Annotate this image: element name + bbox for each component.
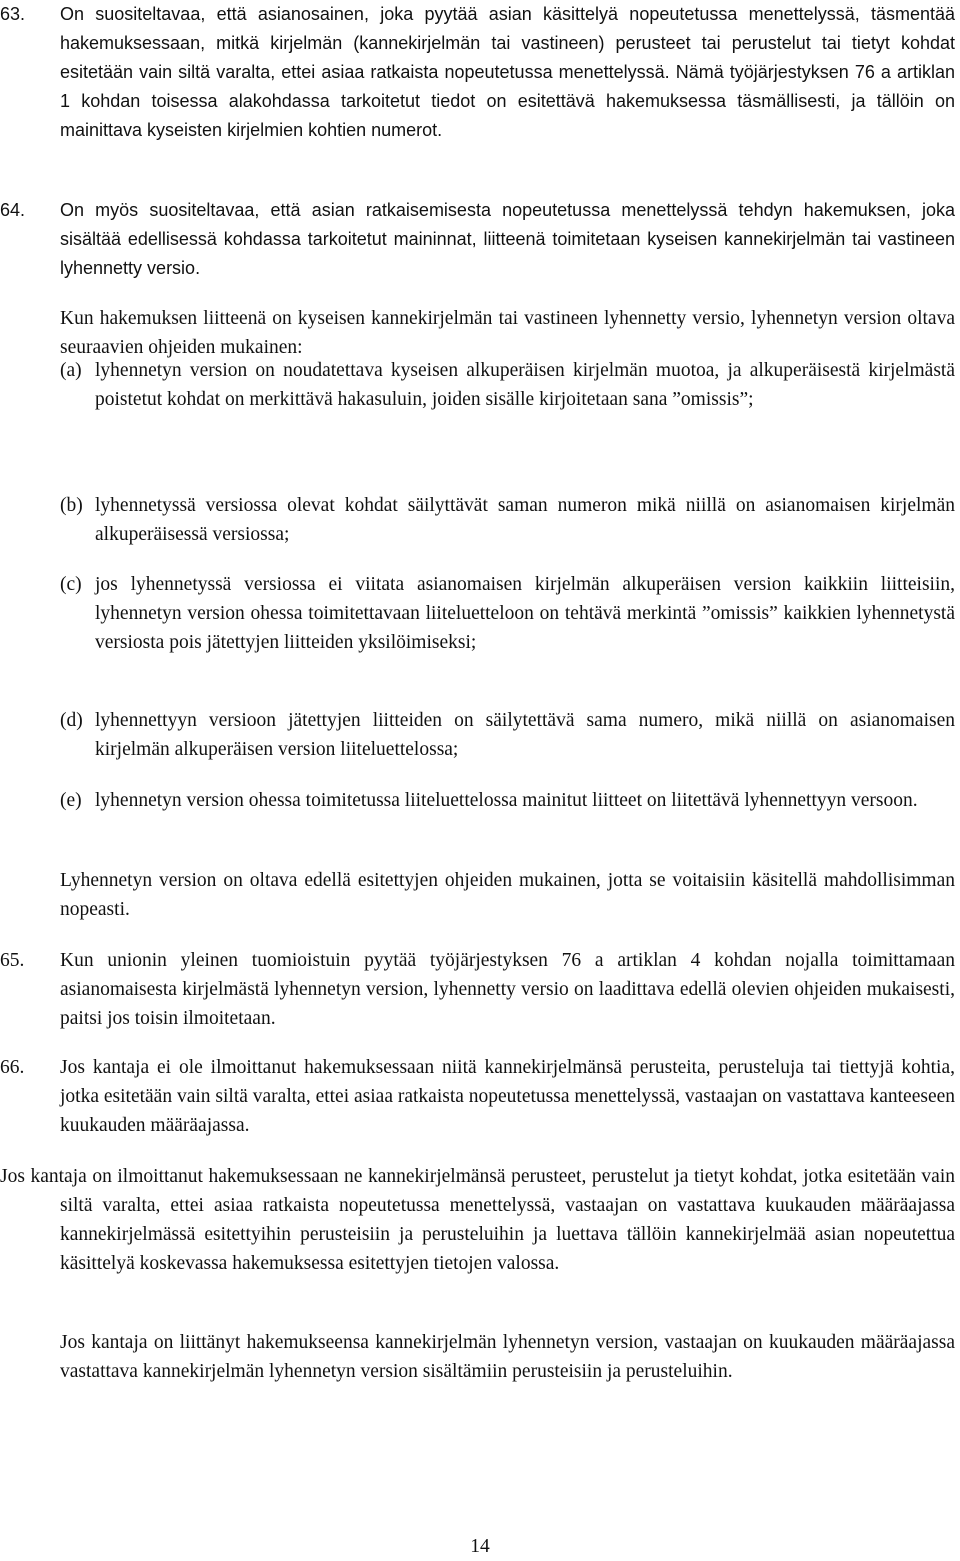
list-item-a [60,356,955,414]
list-item-label: (c) [60,574,82,595]
list-item-d [60,706,955,764]
list-item-text: lyhennetyssä versiossa olevat kohdat säilyttävät saman numeron mikä niillä on asianomaisen kirjelmän alkuperäisessä versiossa; [95,495,955,545]
paragraph-text: On myös suositeltavaa, että asian ratkaisemisesta nopeutetussa menettelyssä tehdyn hakemuksen, joka sisältää edellisessä kohdassa tarkoitetut maininnat, liitteenä toimitetaan kyseisen kannekirjelmän tai vastineen lyhennetty versio. [60,200,955,278]
paragraph-text: Kun unionin yleinen tuomioistuin pyytää työjärjestyksen 76 a artiklan 4 kohdan nojalla toimittamaan asianomaisesta kirjelmästä lyhennetyn version, lyhennetty versio on laadittava edellä olevien ohjeiden mukaisesti, paitsi jos toisin ilmoitetaan. [60,950,955,1029]
paragraph-64 [0,196,955,283]
list-item-label: (d) [60,710,83,731]
paragraph-65 [0,946,955,1033]
paragraph-63 [0,0,955,145]
list-item-text: lyhennetyn version ohessa toimitetussa liiteluettelossa mainitut liitteet on liitettävä lyhennettyyn versoon. [95,790,918,811]
list-item-text: jos lyhennetyssä versiossa ei viitata asianomaisen kirjelmän alkuperäisen version kaikkiin liitteisiin, lyhennetyn version ohessa toimitettavaan liiteluetteloon on tehtävä merkintä ”omissis” kaikkien lyhennetystä versiosta pois jätettyjen liitteiden yksilöimiseksi; [95,574,955,653]
paragraph-number: 65. [0,950,25,971]
list-item-text: lyhennetyn version on noudatettava kyseisen alkuperäisen kirjelmän muotoa, ja alkuperäisestä kirjelmästä poistetut kohdat on merkittävä hakasuluin, joiden sisälle kirjoitetaan sana ”omissis”; [95,360,955,410]
list-item-text: lyhennettyyn versioon jätettyjen liitteiden on säilytettävä sama numero, mikä niillä on asianomaisen kirjelmän alkuperäisen version liiteluettelossa; [95,710,955,760]
paragraph-66-second: Jos kantaja on ilmoittanut hakemuksessaan ne kannekirjelmänsä perusteet, perustelut ja tietyt kohdat, jotka esitetään vain siltä varalta, ettei asiaa ratkaista nopeutetussa menettelyssä, vastaajan on vastattava kuukauden määräajassa kannekirjelmässä esitettyihin perusteisiin ja perusteluihin ja luettava tällöin kannekirjelmää asian nopeutettua käsittelyä koskevassa hakemuksessa esitettyjen tietojen valossa. [0,1166,955,1274]
page-number: 14 [470,1536,490,1557]
paragraph-64-outro: Lyhennetyn version on oltava edellä esitettyjen ohjeiden mukainen, jotta se voitaisiin käsitellä mahdollisimman nopeasti. [60,870,955,920]
list-item-c [60,570,955,657]
list-item-label: (b) [60,495,83,516]
paragraph-66 [0,1053,955,1140]
list-item-label: (e) [60,790,82,811]
paragraph-number: 64. [0,200,26,220]
list-item-e [60,786,955,815]
paragraph-number: 63. [0,4,26,24]
paragraph-number: 66. [0,1057,25,1078]
list-item-label: (a) [60,360,82,381]
list-item-b [60,491,955,549]
paragraph-text: On suositeltavaa, että asianosainen, joka pyytää asian käsittelyä nopeutetussa menettelyssä, täsmentää hakemuksessaan, mitkä kirjelmän (kannekirjelmän tai vastineen) perusteet tai perustelut tai tietyt kohdat esitetään vain siltä varalta, ettei asiaa ratkaista nopeutetussa menettelyssä. Nämä työjärjestyksen 76 a artiklan 1 kohdan toisessa alakohdassa tarkoitetut tiedot on esitettävä hakemuksessa täsmällisesti, ja tällöin on mainittava kyseisten kirjelmien kohtien numerot. [60,4,955,140]
paragraph-66-third: Jos kantaja on liittänyt hakemukseensa kannekirjelmän lyhennetyn version, vastaajan on kuukauden määräajassa vastattava kannekirjelmän lyhennetyn version sisältämiin perusteisiin ja perusteluihin. [60,1332,955,1382]
paragraph-text: Jos kantaja ei ole ilmoittanut hakemuksessaan niitä kannekirjelmänsä perusteita, perusteluja tai tiettyjä kohtia, jotka esitetään vain siltä varalta, ettei asiaa ratkaista nopeutetussa menettelyssä, vastaajan on vastattava kanteeseen kuukauden määräajassa. [60,1057,956,1136]
paragraph-64-intro: Kun hakemuksen liitteenä on kyseisen kannekirjelmän tai vastineen lyhennetty versio, lyhennetyn version oltava seuraavien ohjeiden mukainen: [60,308,955,358]
